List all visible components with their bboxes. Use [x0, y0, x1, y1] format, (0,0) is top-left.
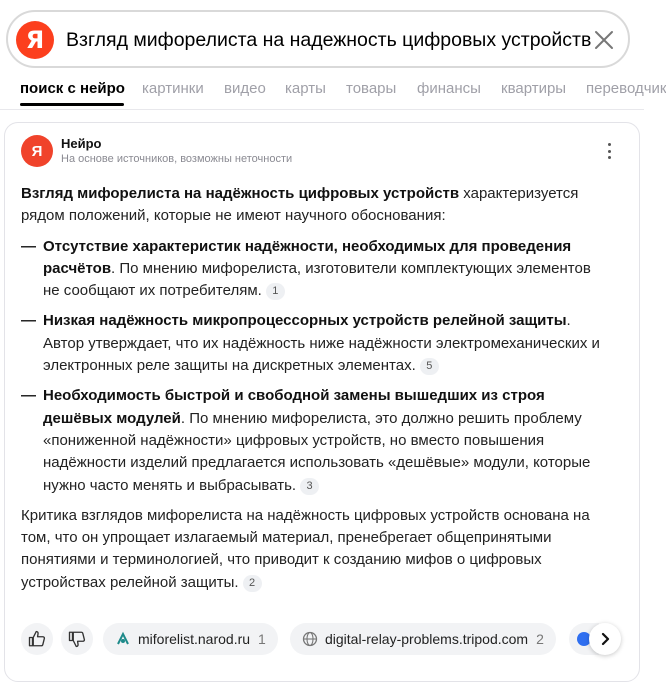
active-tab-indicator [20, 103, 124, 106]
tab-maps[interactable]: карты [285, 80, 326, 97]
bullet-bold: Необходимость быстрой и свободной замены вышедших из строя дешёвых модулей [43, 387, 545, 427]
tab-finance[interactable]: финансы [417, 80, 481, 97]
dislike-button[interactable] [61, 623, 93, 655]
narod-icon [115, 631, 131, 647]
bullet-text: . По мнению мифорелиста, изготовители комплектующих элементов не сообщают их потребителям. [43, 259, 591, 300]
source-label: miforelist.narod.ru [138, 631, 251, 647]
tab-translator[interactable]: переводчик [586, 80, 666, 97]
citation-badge[interactable]: 2 [243, 575, 262, 592]
neuro-answer-card [4, 122, 640, 682]
list-item [21, 385, 601, 496]
citation-badge[interactable]: 5 [420, 358, 439, 375]
tab-images[interactable]: картинки [142, 80, 204, 97]
tab-goods[interactable]: товары [346, 80, 397, 97]
answer-text [21, 183, 601, 602]
intro-bold: Взгляд мифорелиста на надёжность цифровых устройств [21, 185, 460, 202]
source-label: digital-relay-problems.tripod.com [325, 631, 529, 647]
citation-badge[interactable]: 3 [300, 478, 319, 495]
like-button[interactable] [21, 623, 53, 655]
source-chip-tripod[interactable] [290, 623, 556, 655]
list-item [21, 236, 601, 303]
neuro-disclaimer: На основе источников, возможны неточности [61, 153, 293, 165]
tab-video[interactable]: видео [224, 80, 266, 97]
citation-badge[interactable]: 1 [266, 283, 285, 300]
bullet-text: . По мнению мифорелиста, это должно решить проблему «пониженной надёжности» цифровых устройств, но вместо повышения надёжности изделий предлагается использовать «дешёвые» модули, которые нужно часто менять и выбрасывать. [43, 409, 591, 494]
tab-neuro-search[interactable]: поиск с нейро [20, 80, 125, 97]
answer-intro [21, 183, 601, 228]
yandex-logo-icon[interactable]: Я [16, 21, 54, 59]
next-sources-button[interactable] [589, 623, 621, 655]
bullet-text: . Автор утверждает, что их надёжность ниже надёжности электромеханических и электронных реле защиты на дискретных элементах. [43, 312, 600, 375]
bullet-dash: — [21, 237, 36, 255]
bullet-bold: Отсутствие характеристик надёжности, необходимых для проведения расчётов [43, 237, 572, 277]
intro-text: характеризуется рядом положений, которые не имеют научного обоснования: [21, 185, 579, 225]
source-number: 2 [536, 631, 544, 647]
source-chip-miforelist[interactable] [103, 623, 278, 655]
bullet-dash: — [21, 387, 36, 405]
answer-conclusion [21, 505, 601, 594]
search-bar[interactable] [6, 10, 630, 68]
globe-icon [302, 631, 318, 647]
thumbs-up-icon [28, 630, 46, 648]
bullet-dash: — [21, 312, 36, 330]
close-icon [592, 28, 616, 52]
neuro-logo-icon: Я [21, 135, 53, 167]
neuro-title: Нейро [61, 136, 102, 151]
conclusion-text: Критика взглядов мифорелиста на надёжность цифровых устройств основана на том, что он упрощает излагаемый материал, пренебрегает общепринятыми понятиями и терминологией, что приводит к созданию мифов о цифровых устройствах релейной защиты. [21, 506, 590, 591]
tab-apartments[interactable]: квартиры [501, 80, 567, 97]
list-item [21, 310, 601, 377]
more-options-icon[interactable] [601, 141, 617, 161]
chevron-right-icon [598, 632, 612, 646]
thumbs-down-icon [68, 630, 86, 648]
sources-row [21, 623, 641, 657]
tabs-divider [0, 109, 644, 110]
search-input[interactable]: Взгляд мифорелиста на надежность цифровых устройств [66, 29, 592, 51]
source-number: 1 [258, 631, 266, 647]
clear-search-button[interactable] [592, 28, 616, 52]
bullet-bold: Низкая надёжность микропроцессорных устройств релейной защиты [43, 312, 567, 330]
